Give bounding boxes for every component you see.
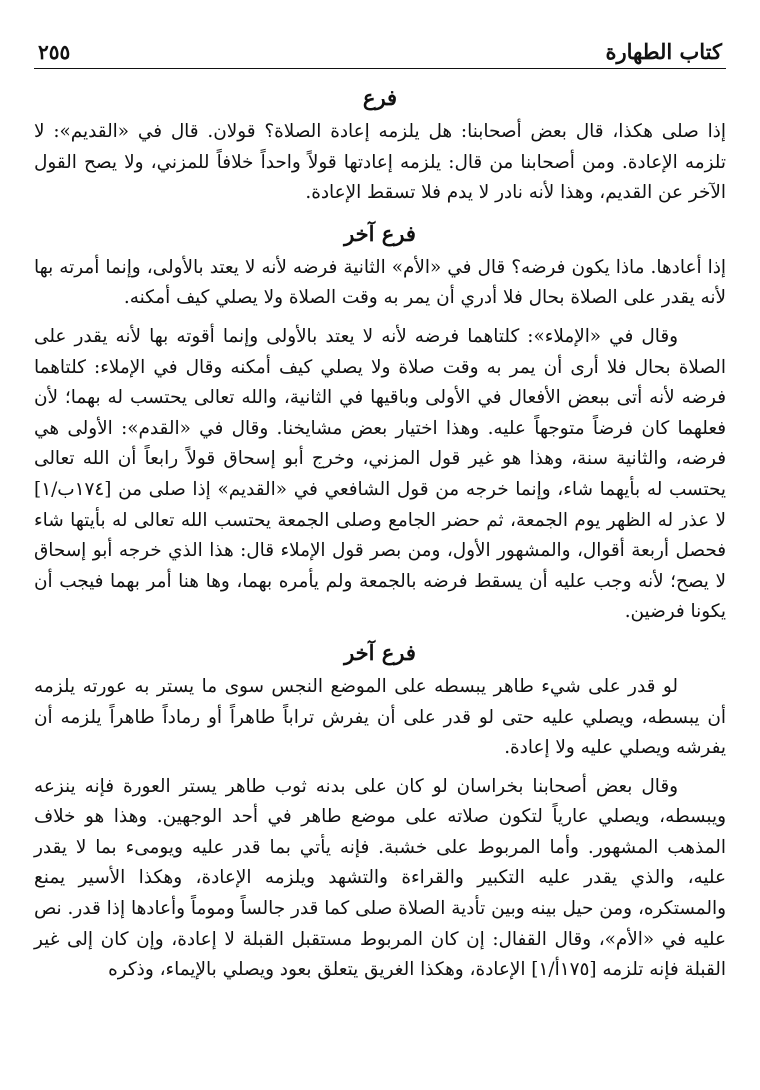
paragraph: إذا صلى هكذا، قال بعض أصحابنا: هل يلزمه إعادة الصلاة؟ قولان. قال في «القديم»: لا تلزمه الإعادة. ومن أصحابنا من قال: يلزمه إعادتها قولاً واحداً خلافاً للمزني، ولا يصح القول الآخر عن القديم، وهذا لأنه نادر لا يدم فلا تسقط الإعادة.: [34, 121, 726, 204]
paragraph: وقال بعض أصحابنا بخراسان لو كان على بدنه ثوب طاهر يستر العورة فإنه ينزعه ويبسطه، ويصلي عارياً لتكون صلاته على موضع طاهر في أحد الوجهين. وهذا هو خلاف المذهب المشهور. وأما المربوط على خشبة. فإنه يأتي بما قدر عليه ويومىء بما لا يقدر عليه، والذي يقدر عليه التكبير والقراءة والتشهد ويلزمه الإعادة، وهكذا الأسير يمنع والمستكره، ومن حيل بينه وبين تأدية الصلاة صلى كما قدر جالساً وموماً وأعادها إذا قدر. نص عليه في «الأم»، وقال القفال: إن كان المربوط مستقبل القبلة لا إعادة، وإن كان إلى غير القبلة فإنه تلزمه [١٧٥أ/١] الإعادة، وهكذا الغريق يتعلق بعود ويصلي بالإيماء، وذكره: [34, 775, 726, 981]
section-heading: فرع آخر: [344, 220, 416, 246]
running-header: [34, 30, 726, 69]
page: [34, 30, 726, 986]
paragraph: وقال في «الإملاء»: كلتاهما فرضه لأنه لا يعتد بالأولى وإنما أقوته بها لأنه يقدر على الصلاة بحال فلا أرى أن يمر به وقت صلاة ولا يصلي كيف أمكنه وقال في الإملاء: كلتاهما فرضه لأنه أتى ببعض الأفعال في الأولى وباقيها في الثانية، والله تعالى يحتسب له بهما؛ لأن فعلهما كان فرضاً متوجهاً عليه. وهذا اختيار بعض مشايخنا. وقال في «القدم»: الأولى هي فرضه، والثانية سنة، وهذا هو غير قول المزني، وخرج أبو إسحاق قولاً رابعاً أن الله تعالى يحتسب له بأيهما شاء، وإنما خرجه من قول الشافعي في «القديم» إذا صلى من [١٧٤ب/١] لا عذر له الظهر يوم الجمعة، ثم حضر الجامع وصلى الجمعة يحتسب الله تعالى له بأيتها شاء فحصل أربعة أقوال، والمشهور الأول، ومن بصر قول الإملاء قال: هذا الذي خرجه أبو إسحاق لا يصح؛ لأنه وجب عليه أن يسقط فرضه بالجمعة ولم يأمره بهما، وها هنا أمر بهما فيجب أن يكونا فرضين.: [34, 325, 726, 623]
section-heading: فرع آخر: [344, 639, 416, 665]
paragraph: إذا أعادها. ماذا يكون فرضه؟ قال في «الأم» الثانية فرضه لأنه لا يعتد بالأولى، وإنما أمرته بها لأنه يقدر على الصلاة بحال فلا أدري أن يمر به وقت الصلاة ولا يصلي كيف أمكنه.: [34, 256, 726, 309]
paragraph: لو قدر على شيء طاهر يبسطه على الموضع النجس سوى ما يستر به عورته يلزمه أن يبسطه، ويصلي عليه حتى لو قدر على أن يفرش تراباً طاهراً أو رماداً طاهراً يلزمه أن يفرشه ويصلي عليه ولا إعادة.: [34, 675, 726, 759]
book-title: كتاب الطهارة: [605, 39, 722, 64]
section-heading: فرع: [362, 85, 398, 110]
page-number: ٢٥٥: [38, 40, 71, 64]
